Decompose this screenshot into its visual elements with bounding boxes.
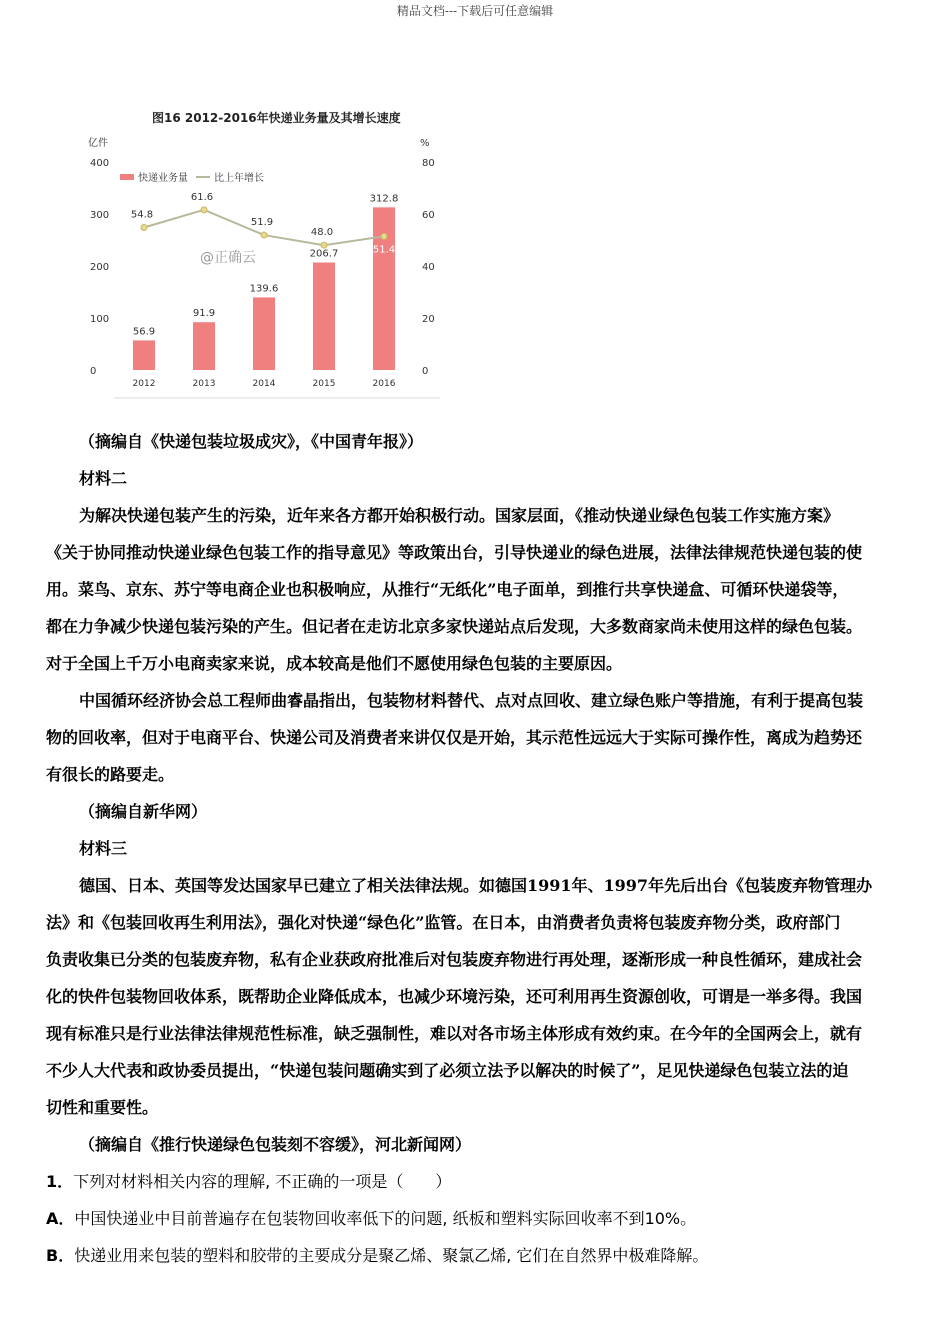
express-volume-chart — [84, 100, 440, 400]
para4-line-3: 负责收集已分类的包装废弃物，私有企业获政府批准后对包装废弃物进行再处理，逐渐形成一种良性循环，建成社会 — [46, 950, 863, 969]
para4-line-7: 切性和重要性。 — [46, 1098, 159, 1117]
question-number: 1． — [46, 1172, 74, 1191]
bar-value-label: 206.7 — [309, 248, 339, 260]
option-a — [46, 1200, 902, 1237]
growth-value-label: 54.8 — [130, 209, 154, 221]
x-tick-label: 2013 — [192, 379, 216, 389]
option-a-text: 中国快递业中目前普遍存在包装物回收率低下的问题, 纸板和塑料实际回收率不到10%。 — [74, 1209, 697, 1228]
question-stem-text: 下列对材料相关内容的理解, 不正确的一项是（ ） — [73, 1172, 452, 1191]
para4-line-5: 现有标准只是行业法律法律规范性标准，缺乏强制性，难以对各市场主体形成有效约束。在今年的全国两会上，就有 — [46, 1024, 863, 1043]
bar-value-label: 139.6 — [249, 283, 279, 295]
growth-value-label: 51.4 — [372, 244, 396, 256]
source-note-2: （摘编自新华网） — [79, 802, 208, 821]
left-tick-label: 400 — [90, 158, 110, 169]
bar-2014 — [253, 297, 275, 370]
bar-value-label: 312.8 — [369, 193, 399, 205]
left-axis-ticks — [90, 158, 109, 377]
para4-line-1: 德国、日本、英国等发达国家早已建立了相关法律法规。如德国1991年、1997年先后出台《包装废弃物管理办 — [79, 876, 873, 895]
bar-value-label: 91.9 — [192, 308, 216, 320]
option-b-text: 快递业用来包装的塑料和胶带的主要成分是聚乙烯、聚氯乙烯, 它们在自然界中极难降解。 — [74, 1246, 709, 1265]
para2-line-1: 为解决快递包装产生的污染，近年来各方都开始积极行动。国家层面，《推动快递业绿色包装工作实施方案》 — [79, 506, 840, 525]
source-note-1: （摘编自《快递包装垃圾成灾》，《中国青年报》） — [79, 432, 424, 451]
growth-value-label: 61.6 — [190, 191, 214, 203]
growth-point — [201, 207, 207, 213]
para3-line-2: 物的回收率，但对于电商平台、快递公司及消费者来讲仅仅是开始，其示范性远远大于实际可操作性，离成为趋势还 — [46, 728, 863, 747]
left-axis-unit: 亿件 — [88, 138, 108, 149]
bar-value-label: 56.9 — [132, 326, 156, 338]
legend-bar-label: 快递业务量 — [138, 173, 188, 184]
para2-line-4: 都在力争减少快递包装污染的产生。但记者在走访北京多家快递站点后发现，大多数商家尚未使用这样的绿色包装。 — [46, 617, 863, 636]
x-tick-label: 2012 — [132, 379, 156, 389]
para3-line-3: 有很长的路要走。 — [46, 765, 175, 784]
growth-line-series — [131, 192, 395, 256]
growth-value-label: 51.9 — [250, 217, 274, 229]
left-tick-label: 300 — [90, 210, 110, 221]
para2-line-3: 用。菜鸟、京东、苏宁等电商企业也积极响应，从推行“无纸化”电子面单，到推行共享快递盒、可循环快递袋等， — [46, 580, 849, 599]
bar-2015 — [313, 263, 335, 370]
x-tick-label: 2015 — [312, 379, 336, 389]
right-tick-label: 20 — [422, 314, 435, 325]
chart-title: 图16 2012-2016年快递业务量及其增长速度 — [152, 111, 401, 125]
option-b — [46, 1237, 902, 1274]
legend-bar-swatch — [120, 174, 134, 180]
para4-line-2: 法》和《包装回收再生利用法》，强化对快递“绿色化”监管。在日本，由消费者负责将包装废弃物分类，政府部门 — [46, 913, 841, 932]
x-axis-ticks — [133, 379, 396, 389]
right-tick-label: 60 — [422, 210, 435, 221]
x-tick-label: 2016 — [372, 379, 396, 389]
x-tick-label: 2014 — [252, 379, 276, 389]
header-watermark: 精品文档---下载后可任意编辑 — [396, 4, 554, 18]
left-tick-label: 200 — [90, 262, 110, 273]
growth-point — [381, 233, 387, 239]
growth-value-label: 48.0 — [310, 227, 334, 239]
chart-legend — [120, 171, 264, 184]
material-3-heading: 材料三 — [79, 839, 128, 858]
right-tick-label: 0 — [422, 366, 429, 377]
option-a-letter: A． — [46, 1209, 75, 1228]
article-body — [46, 423, 902, 1274]
growth-point — [321, 242, 327, 248]
para3-line-1: 中国循环经济协会总工程师曲睿晶指出，包装物材料替代、点对点回收、建立绿色账户等措施，有利于提高包装 — [79, 691, 864, 710]
left-tick-label: 100 — [90, 314, 110, 325]
left-tick-label: 0 — [90, 366, 97, 377]
legend-line-label: 比上年增长 — [214, 173, 264, 184]
para2-line-2: 《关于协同推动快递业绿色包装工作的指导意见》等政策出台，引导快递业的绿色进展，法律法律规范快递包装的使 — [46, 543, 863, 562]
bar-2013 — [193, 322, 215, 370]
chart-watermark: @正确云 — [200, 250, 256, 266]
source-note-3: （摘编自《推行快递绿色包装刻不容缓》，河北新闻网） — [79, 1135, 472, 1154]
right-tick-label: 80 — [422, 158, 435, 169]
material-2-heading: 材料二 — [79, 469, 128, 488]
para4-line-4: 化的快件包装物回收体系，既帮助企业降低成本，也减少环境污染，还可利用再生资源创收，可谓是一举多得。我国 — [46, 987, 863, 1006]
right-axis-ticks — [422, 158, 435, 377]
bar-2012 — [133, 340, 155, 370]
para2-line-5: 对于全国上千万小电商卖家来说，成本较高是他们不愿使用绿色包装的主要原因。 — [46, 654, 623, 673]
right-axis-unit: % — [420, 138, 430, 149]
question-1-stem — [46, 1163, 902, 1200]
option-b-letter: B． — [46, 1246, 75, 1265]
growth-point — [141, 225, 147, 231]
para4-line-6: 不少人大代表和政协委员提出，“快递包装问题确实到了必须立法予以解决的时候了”，足见快递绿色包装立法的迫 — [46, 1061, 849, 1080]
growth-point — [261, 232, 267, 238]
bar-2016 — [373, 207, 395, 370]
right-tick-label: 40 — [422, 262, 435, 273]
